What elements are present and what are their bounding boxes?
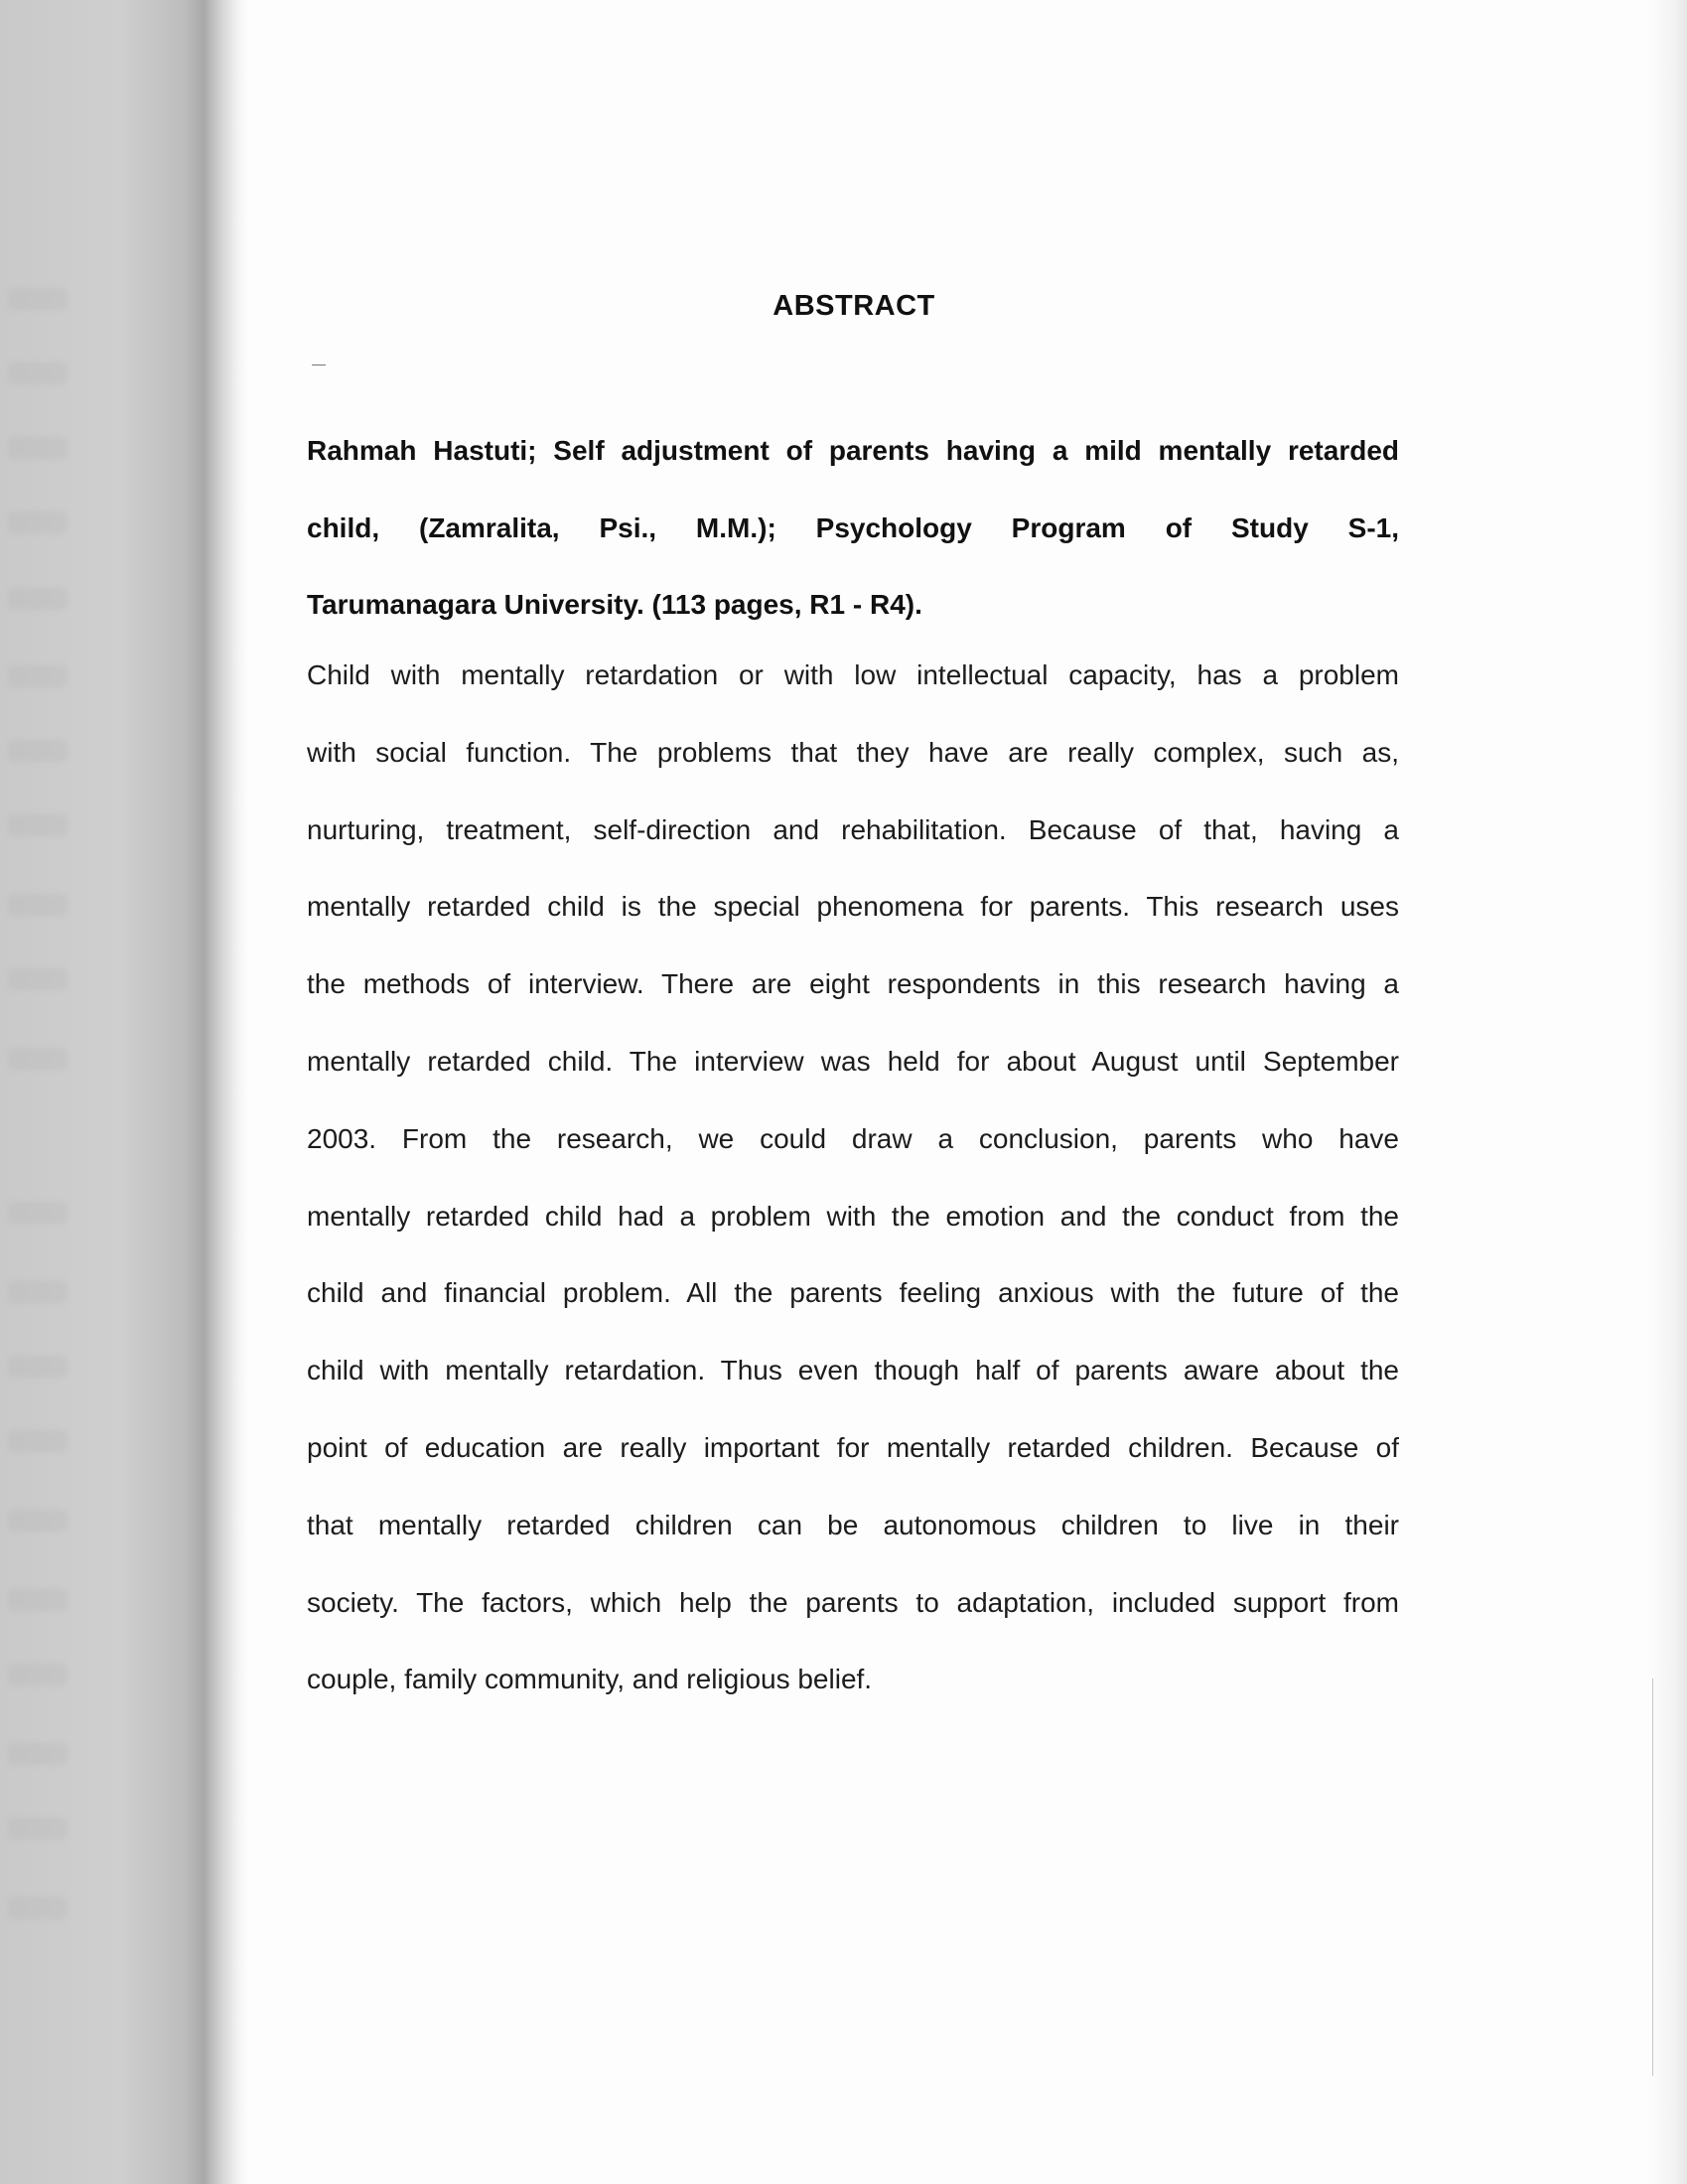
citation-line: child, (Zamralita, Psi., M.M.); Psychology Program of Study S-1,	[307, 511, 1399, 543]
body-line: mentally retarded child. The interview was held for about August until September	[307, 1045, 1399, 1077]
bleed-through-text	[0, 0, 79, 2184]
body-line: point of education are really important for mentally retarded children. Because of	[307, 1431, 1399, 1463]
body-line: 2003. From the research, we could draw a conclusion, parents who have	[307, 1122, 1399, 1154]
body-line: mentally retarded child had a problem with the emotion and the conduct from the	[307, 1200, 1399, 1232]
body-line: with social function. The problems that they have are really complex, such as,	[307, 736, 1399, 768]
abstract-body	[307, 650, 1399, 1731]
stray-mark	[312, 364, 326, 365]
body-line: child and financial problem. All the parents feeling anxious with the future of the	[307, 1277, 1399, 1309]
page-edge-line	[1652, 1678, 1653, 2076]
abstract-title: ABSTRACT	[773, 290, 935, 322]
body-line: the methods of interview. There are eight respondents in this research having a	[307, 968, 1399, 1000]
body-line: mentally retarded child is the special phenomena for parents. This research uses	[307, 891, 1399, 923]
page-right-edge	[1647, 0, 1687, 2184]
body-line: couple, family community, and religious belief.	[307, 1664, 873, 1695]
citation-line: Tarumanagara University. (113 pages, R1 - R4).	[307, 589, 922, 620]
body-line: child with mentally retardation. Thus even though half of parents aware about the	[307, 1355, 1399, 1386]
citation-block	[307, 425, 1399, 656]
citation-line: Rahmah Hastuti; Self adjustment of parents having a mild mentally retarded	[307, 435, 1399, 466]
body-line: society. The factors, which help the parents to adaptation, included support from	[307, 1586, 1399, 1618]
body-line: that mentally retarded children can be autonomous children to live in their	[307, 1509, 1399, 1540]
body-line: nurturing, treatment, self-direction and rehabilitation. Because of that, having a	[307, 813, 1399, 845]
body-line: Child with mentally retardation or with low intellectual capacity, has a problem	[307, 659, 1399, 690]
